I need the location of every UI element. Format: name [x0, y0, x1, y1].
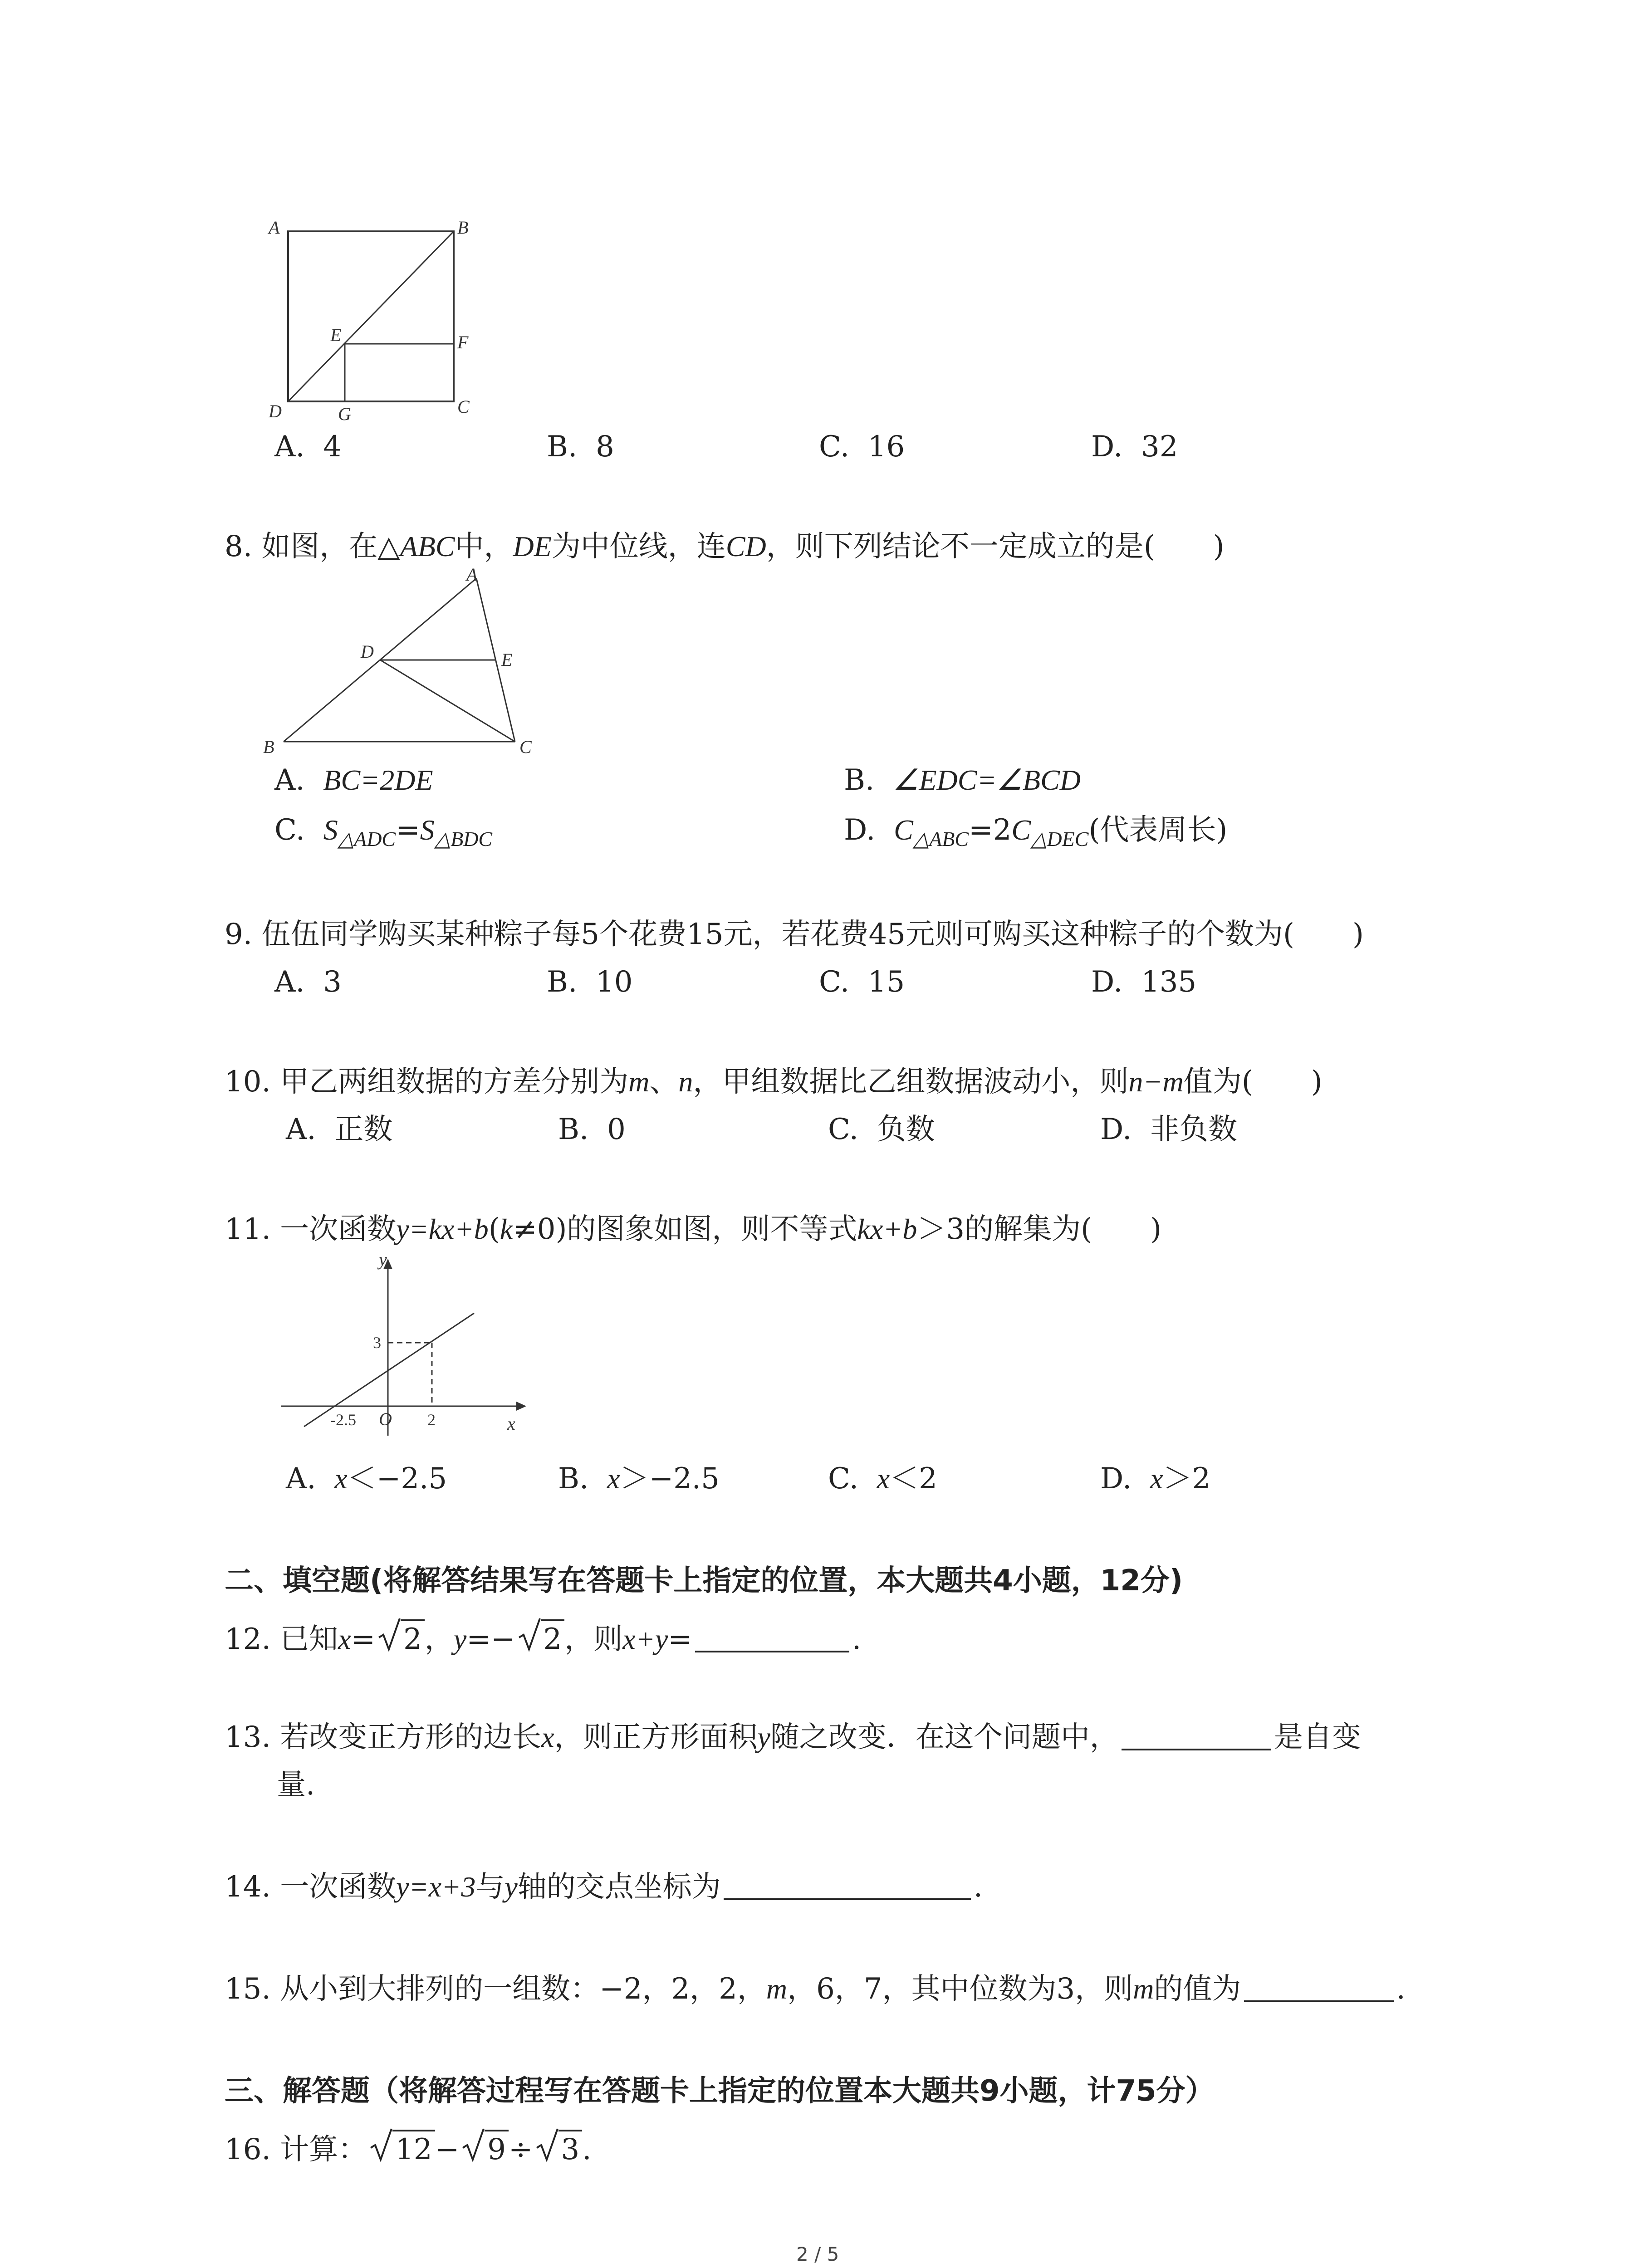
q15-stem: 15. 从小到大排列的一组数：−2，2，2，m，6，7，其中位数为3，则m的值为 . [225, 1972, 1406, 2006]
q10-stem: 10. 甲乙两组数据的方差分别为m、n，甲组数据比乙组数据波动小，则n−m值为( ) [225, 1065, 1323, 1099]
q7-label-a: A [269, 217, 280, 238]
q11-figure [272, 1252, 535, 1442]
q7-figure [263, 213, 472, 426]
q8-label-a: A [466, 567, 478, 585]
q9-stem: 9. 伍伍同学购买某种粽子每5个花费15元，若花费45元则可购买这种粽子的个数为( ) [225, 918, 1364, 951]
q8-label-d: D [361, 641, 374, 662]
q11-tick-x-neg: -2.5 [330, 1411, 356, 1429]
q7-label-g: G [338, 404, 351, 424]
q11-option-d: D. x＞2 [1100, 1462, 1211, 1496]
q16-stem: 16. 计算： 12− 9÷ 3. [225, 2130, 592, 2168]
q8-label-e: E [501, 650, 513, 670]
q14-answer-blank[interactable] [724, 1870, 971, 1900]
q10-option-b: B. 0 [558, 1113, 626, 1146]
section-3-title: 三、解答题（将解答过程写在答题卡上指定的位置本大题共9小题，计75分） [225, 2074, 1215, 2108]
q14-stem: 14. 一次函数y=x+3与y轴的交点坐标为 . [225, 1870, 983, 1904]
q7-option-d: D. 32 [1091, 430, 1178, 464]
q7-label-d: D [269, 401, 282, 421]
q10-option-a: A. 正数 [286, 1113, 393, 1146]
q8-figure [263, 567, 544, 758]
q11-stem: 11. 一次函数y=kx+b(k≠0)的图象如图，则不等式kx+b＞3的解集为( ) [225, 1212, 1162, 1246]
section-2-title: 二、填空题(将解答结果写在答题卡上指定的位置，本大题共4小题，12分) [225, 1564, 1183, 1598]
q11-option-a: A. x＜−2.5 [286, 1462, 447, 1496]
q7-label-c: C [457, 396, 470, 417]
q7-option-b: B. 8 [547, 430, 614, 464]
q7-label-b: B [457, 217, 469, 238]
page-number: 2 / 5 [796, 2243, 839, 2265]
q12-stem: 12. 已知x= 2，y=− 2，则x+y= . [225, 1619, 861, 1657]
q9-option-c: C. 15 [819, 965, 905, 999]
q8-stem: 8. 如图，在△ABC中，DE为中位线，连CD，则下列结论不一定成立的是( ) [225, 530, 1225, 563]
q9-option-a: A. 3 [274, 965, 342, 999]
q10-option-c: C. 负数 [828, 1113, 935, 1146]
q11-x-label: x [507, 1413, 515, 1434]
q11-y-label: y [379, 1252, 387, 1270]
q7-option-a: A. 4 [274, 430, 342, 464]
q8-option-a: A. BC=2DE [274, 763, 433, 797]
q12-sqrt-2: 2 [517, 1619, 565, 1657]
q16-sqrt-9: 9 [461, 2130, 509, 2168]
q11-option-c: C. x＜2 [828, 1462, 937, 1496]
q8-option-d: D. $C_{\triangle ABC}=2C_{\triangle DEC}$(代表周长) [844, 813, 1228, 850]
q13-answer-blank[interactable] [1122, 1721, 1271, 1750]
q11-tick-x-pos: 2 [427, 1411, 436, 1429]
q8-option-b: B. ∠EDC=∠BCD [844, 763, 1081, 797]
q7-label-f: F [457, 332, 469, 352]
q11-tick-y: 3 [373, 1334, 381, 1352]
q12-answer-blank[interactable] [695, 1623, 849, 1652]
q9-option-b: B. 10 [547, 965, 633, 999]
q13-stem-line2: 量. [277, 1768, 315, 1802]
q8-label-c: C [519, 737, 532, 757]
q12-sqrt-1: 2 [377, 1619, 425, 1657]
q7-label-e: E [330, 325, 342, 345]
q8-label-b: B [263, 737, 274, 757]
q8-option-c: C. $S_{\triangle ADC}=S_{\triangle BDC}$ [274, 813, 493, 850]
q13-stem: 13. 若改变正方形的边长x，则正方形面积y随之改变．在这个问题中， 是自变 [225, 1721, 1361, 1754]
q15-answer-blank[interactable] [1244, 1972, 1394, 2002]
q11-option-b: B. x＞−2.5 [558, 1462, 720, 1496]
q10-option-d: D. 非负数 [1100, 1113, 1238, 1146]
q11-origin-label: O [379, 1409, 392, 1429]
q7-option-c: C. 16 [819, 430, 905, 464]
q16-sqrt-3: 3 [535, 2130, 583, 2168]
q16-sqrt-12: 12 [369, 2130, 435, 2168]
q9-option-d: D. 135 [1091, 965, 1197, 999]
